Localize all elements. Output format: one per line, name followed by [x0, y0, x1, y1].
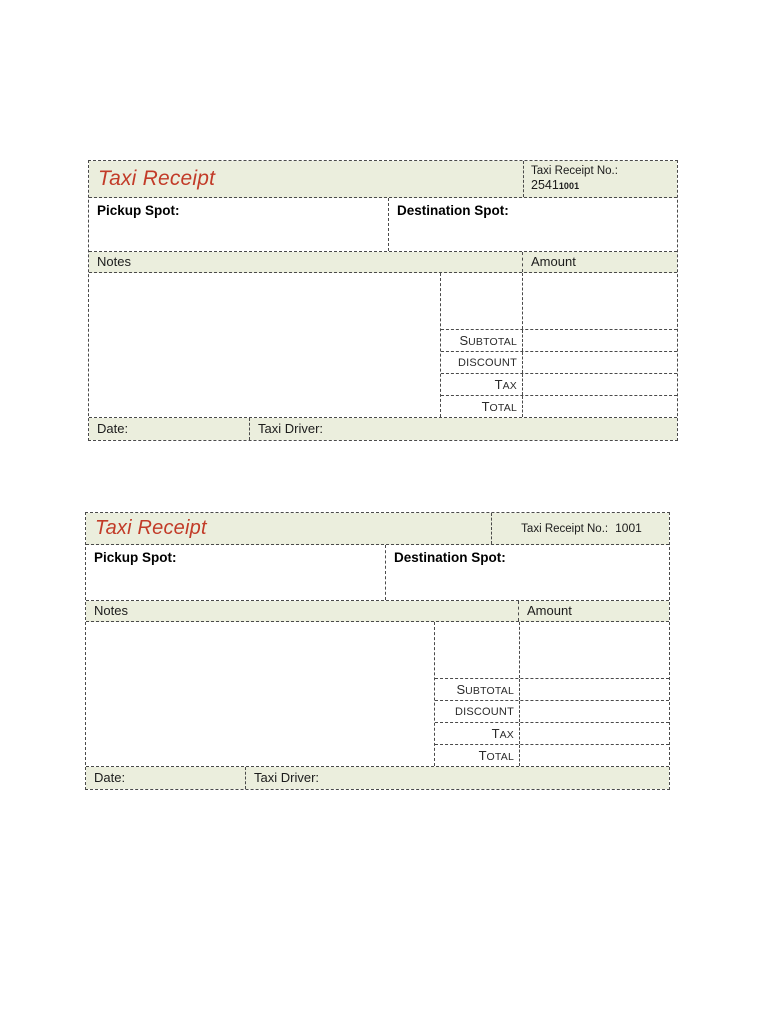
subtotal-label: SUBTOTAL	[435, 679, 520, 700]
taxi-receipt-card-2	[85, 512, 670, 790]
table-row-total	[435, 744, 669, 766]
subtotal-label: SUBTOTAL	[441, 330, 523, 351]
subtotal-value[interactable]	[523, 330, 677, 351]
notes-totals-body	[89, 273, 677, 418]
spot-row	[89, 198, 677, 252]
taxi-driver-field[interactable]	[250, 418, 677, 440]
taxi-driver-field[interactable]	[246, 767, 669, 789]
totals-spacer-value[interactable]	[520, 622, 669, 678]
discount-value[interactable]	[523, 352, 677, 373]
date-field[interactable]	[89, 418, 250, 440]
discount-label: DISCOUNT	[441, 352, 523, 373]
notes-amount-header-row	[89, 252, 677, 273]
pickup-spot-label: Pickup Spot:	[94, 550, 177, 565]
receipt-number-prefix: 2541	[531, 178, 559, 192]
date-field[interactable]	[86, 767, 246, 789]
taxi-receipt-card-1	[88, 160, 678, 441]
totals-table	[435, 622, 669, 766]
table-row-tax	[435, 722, 669, 744]
receipt-title-row	[86, 513, 669, 545]
page-title: Taxi Receipt	[95, 517, 207, 539]
receipt-number-value[interactable]: 1001	[615, 521, 642, 535]
receipt-number-cell	[523, 161, 677, 197]
totals-spacer-value[interactable]	[523, 273, 677, 329]
total-value[interactable]	[523, 396, 677, 417]
destination-spot-field[interactable]	[386, 545, 669, 600]
taxi-driver-label: Taxi Driver:	[258, 421, 324, 436]
receipt-number-suffix: 1001	[558, 181, 580, 191]
receipt-number-value[interactable]	[531, 178, 671, 194]
receipt-number-cell	[491, 513, 669, 544]
destination-spot-label: Destination Spot:	[397, 203, 509, 218]
date-label: Date:	[94, 770, 126, 785]
tax-label: TAX	[441, 374, 523, 395]
table-row-tax	[441, 373, 677, 395]
notes-input-area[interactable]	[89, 273, 441, 417]
receipt-title-cell	[86, 513, 491, 544]
table-row-discount	[435, 700, 669, 722]
receipt-number-label: Taxi Receipt No.:	[531, 165, 618, 177]
amount-column-header: Amount	[527, 603, 572, 618]
notes-column-header: Notes	[86, 601, 519, 621]
total-label: TOTAL	[441, 396, 523, 417]
tax-label: TAX	[435, 723, 520, 744]
total-label: TOTAL	[435, 745, 520, 766]
discount-label: DISCOUNT	[435, 701, 520, 722]
receipt-title-cell	[89, 161, 523, 197]
spot-row	[86, 545, 669, 601]
date-label: Date:	[97, 421, 129, 436]
destination-spot-field[interactable]	[389, 198, 677, 251]
taxi-driver-label: Taxi Driver:	[254, 770, 320, 785]
pickup-spot-label: Pickup Spot:	[97, 203, 180, 218]
total-value[interactable]	[520, 745, 669, 766]
subtotal-value[interactable]	[520, 679, 669, 700]
table-row-discount	[441, 351, 677, 373]
table-row-total	[441, 395, 677, 417]
page-title: Taxi Receipt	[98, 167, 216, 190]
table-row-subtotal	[435, 678, 669, 700]
table-row-subtotal	[441, 329, 677, 351]
tax-value[interactable]	[520, 723, 669, 744]
receipt-footer-row	[86, 767, 669, 789]
notes-totals-body	[86, 622, 669, 767]
pickup-spot-field[interactable]	[86, 545, 386, 600]
receipt-footer-row	[89, 418, 677, 440]
notes-amount-header-row	[86, 601, 669, 622]
amount-column-header: Amount	[531, 254, 576, 269]
totals-table	[441, 273, 677, 417]
totals-spacer-label	[441, 273, 523, 329]
destination-spot-label: Destination Spot:	[394, 550, 506, 565]
totals-spacer-row	[441, 273, 677, 329]
discount-value[interactable]	[520, 701, 669, 722]
notes-column-header: Notes	[89, 252, 523, 272]
notes-input-area[interactable]	[86, 622, 435, 766]
receipt-number-label: Taxi Receipt No.:	[521, 522, 609, 535]
totals-spacer-row	[435, 622, 669, 678]
tax-value[interactable]	[523, 374, 677, 395]
receipt-title-row	[89, 161, 677, 198]
pickup-spot-field[interactable]	[89, 198, 389, 251]
totals-spacer-label	[435, 622, 520, 678]
